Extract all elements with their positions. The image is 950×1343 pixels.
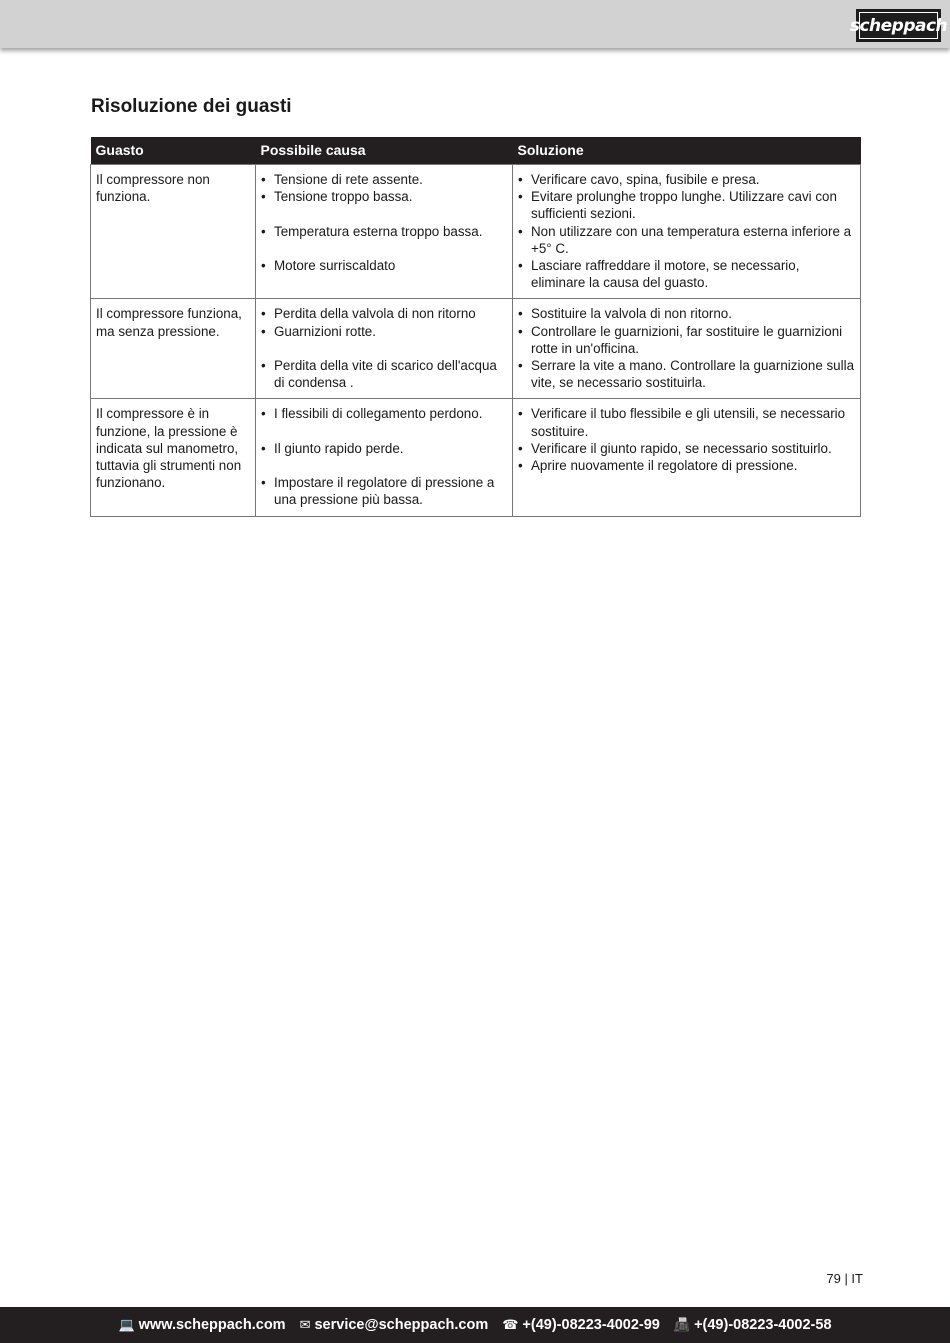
solution-item: • Lasciare raffreddare il motore, se necessario, eliminare la causa del guasto.: [518, 257, 855, 291]
footer-website[interactable]: [118, 1317, 285, 1333]
page-title: Risoluzione dei guasti: [91, 96, 292, 117]
solution-item: • Sostituire la valvola di non ritorno.: [518, 305, 855, 322]
column-header-cause: Possibile causa: [256, 137, 513, 165]
cause-item: • Tensione di rete assente.: [261, 171, 507, 188]
fault-cell: Il compressore è in funzione, la pressione è indicata sul manometro, tuttavia gli strumenti non funzionano.: [91, 399, 256, 516]
email-link[interactable]: service@scheppach.com: [314, 1317, 489, 1333]
cause-cell: [256, 399, 513, 516]
solution-item: • Verificare cavo, spina, fusibile e presa.: [518, 171, 855, 188]
scheppach-logo: scheppach: [856, 9, 941, 42]
fax-icon: 📠: [673, 1317, 691, 1333]
header-bar: [0, 0, 950, 48]
cause-cell: [256, 299, 513, 399]
cause-item: • Guarnizioni rotte.: [261, 323, 507, 340]
fax-number: +(49)-08223-4002-58: [694, 1317, 832, 1333]
solution-cell: [513, 165, 861, 299]
fault-cell: Il compressore funziona, ma senza pressione.: [91, 299, 256, 399]
table-header-row: [91, 137, 861, 165]
cause-item: • Il giunto rapido perde.: [261, 440, 507, 457]
table-row: [91, 165, 861, 299]
website-link[interactable]: www.scheppach.com: [138, 1317, 286, 1333]
solution-item: • Controllare le guarnizioni, far sostituire le guarnizioni rotte in un'officina.: [518, 323, 855, 357]
phone-icon: ☎: [502, 1317, 519, 1333]
solution-cell: [513, 299, 861, 399]
table-row: [91, 299, 861, 399]
cause-cell: [256, 165, 513, 299]
solution-item: • Aprire nuovamente il regolatore di pressione.: [518, 457, 855, 474]
solution-cell: [513, 399, 861, 516]
table-row: [91, 399, 861, 516]
computer-icon: 💻: [118, 1317, 135, 1333]
solution-item: • Serrare la vite a mano. Controllare la guarnizione sulla vite, se necessario sostituirla.: [518, 357, 855, 391]
footer-phone: [502, 1317, 660, 1333]
footer-fax: [674, 1317, 832, 1333]
solution-item: • Verificare il tubo flessibile e gli utensili, se necessario sostituire.: [518, 405, 855, 439]
footer-email[interactable]: [300, 1317, 489, 1333]
cause-item: • Tensione troppo bassa.: [261, 188, 507, 205]
cause-item: • Motore surriscaldato: [261, 257, 507, 274]
phone-number: +(49)-08223-4002-99: [522, 1317, 660, 1333]
cause-item: • Impostare il regolatore di pressione a una pressione più bassa.: [261, 474, 507, 508]
cause-item: • I flessibili di collegamento perdono.: [261, 405, 507, 422]
solution-item: • Evitare prolunghe troppo lunghe. Utilizzare cavi con sufficienti sezioni.: [518, 188, 855, 222]
column-header-solution: Soluzione: [513, 137, 861, 165]
cause-item: • Perdita della valvola di non ritorno: [261, 305, 507, 322]
solution-item: • Non utilizzare con una temperatura esterna inferiore a +5° C.: [518, 223, 855, 257]
cause-item: • Perdita della vite di scarico dell'acqua di condensa .: [261, 357, 507, 391]
footer-bar: [0, 1307, 950, 1343]
cause-item: • Temperatura esterna troppo bassa.: [261, 223, 507, 240]
envelope-icon: ✉: [299, 1317, 311, 1333]
solution-item: • Verificare il giunto rapido, se necessario sostituirlo.: [518, 440, 855, 457]
column-header-fault: Guasto: [91, 137, 256, 165]
troubleshooting-table: [90, 137, 861, 517]
page-number: 79 | IT: [826, 1271, 863, 1286]
fault-cell: Il compressore non funziona.: [91, 165, 256, 299]
